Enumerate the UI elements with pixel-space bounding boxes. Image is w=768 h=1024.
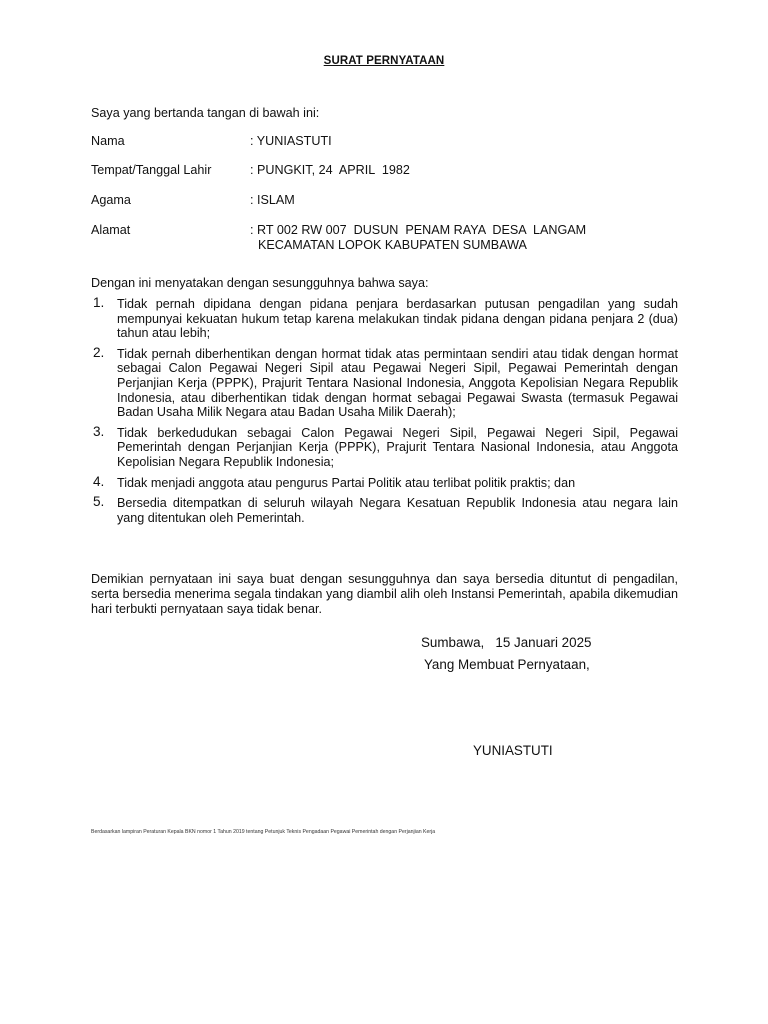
address-value [250, 223, 650, 253]
place-date: Sumbawa, 15 Januari 2025 [421, 635, 592, 650]
name-value: : YUNIASTUTI [250, 134, 332, 148]
statement-number: 1. [93, 295, 105, 310]
statement-list [91, 297, 678, 531]
religion-value: : ISLAM [250, 193, 295, 207]
closing-paragraph: Demikian pernyataan ini saya buat dengan sesungguhnya dan saya bersedia dituntut di pengadilan, serta bersedia menerima segala tindakan yang diambil alih oleh Instansi Pemerintah, apabila dikemudian hari terbukti pernyataan saya tidak benar. [91, 572, 678, 616]
statement-item [91, 473, 678, 491]
maker-label: Yang Membuat Pernyataan, [424, 657, 590, 672]
statement-text: Tidak pernah diberhentikan dengan hormat tidak atas permintaan sendiri atau tidak dengan hormat sebagai Calon Pegawai Negeri Sipil atau Pegawai Negeri Sipil, Pegawai Pemerintah dengan Perjanjian Kerja (PPPK), Prajurit Tentara Nasional Indonesia, Anggota Kepolisian Negara Republik Indonesia, atau diberhentikan tidak dengan hormat sebagai Pegawai Swasta (termasuk Pegawai Badan Usaha Milik Negara atau Badan Usaha Milik Daerah); [117, 346, 678, 420]
statement-number: 5. [93, 494, 105, 510]
statement-item [91, 297, 678, 341]
name-label: Nama [91, 134, 125, 148]
statement-number: 3. [93, 423, 105, 439]
statement-lead: Dengan ini menyatakan dengan sesungguhnya bahwa saya: [91, 276, 429, 290]
birth-label: Tempat/Tanggal Lahir [91, 163, 212, 177]
religion-label: Agama [91, 193, 131, 207]
statement-number: 4. [93, 473, 105, 489]
statement-text: Bersedia ditempatkan di seluruh wilayah Negara Kesatuan Republik Indonesia atau negara lain yang ditentukan oleh Pemerintah. [117, 496, 678, 525]
statement-item [91, 496, 678, 525]
address-label: Alamat [91, 223, 131, 237]
statement-text: Tidak menjadi anggota atau pengurus Partai Politik atau terlibat politik praktis; dan [117, 475, 576, 490]
intro-text: Saya yang bertanda tangan di bawah ini: [91, 106, 320, 120]
document-title: SURAT PERNYATAAN [323, 55, 445, 67]
statement-item [91, 423, 678, 470]
footer-note: Berdasarkan lampiran Peraturan Kepala BKN nomor 1 Tahun 2019 tentang Petunjuk Teknis Pengadaan Pegawai Pemerintah dengan Perjanjian Kerja [91, 829, 436, 835]
signer-name: YUNIASTUTI [473, 743, 553, 758]
birth-value: : PUNGKIT, 24 APRIL 1982 [250, 163, 410, 177]
address-line-2: KECAMATAN LOPOK KABUPATEN SUMBAWA [258, 238, 527, 252]
statement-item [91, 344, 678, 420]
statement-text: Tidak pernah dipidana dengan pidana penjara berdasarkan putusan pengadilan yang sudah mempunyai kekuatan hukum tetap karena melakukan tindak pidana dengan pidana penjara 2 (dua) tahun atau lebih; [117, 297, 678, 341]
statement-number: 2. [93, 344, 105, 360]
address-line-1: : RT 002 RW 007 DUSUN PENAM RAYA DESA LANGAM [250, 223, 587, 237]
statement-text: Tidak berkedudukan sebagai Calon Pegawai Negeri Sipil, Pegawai Negeri Sipil, Pegawai Pemerintah dengan Perjanjian Kerja (PPPK), Prajurit Tentara Nasional Indonesia, atau Anggota Kepolisian Negara Republik Indonesia; [117, 425, 678, 469]
